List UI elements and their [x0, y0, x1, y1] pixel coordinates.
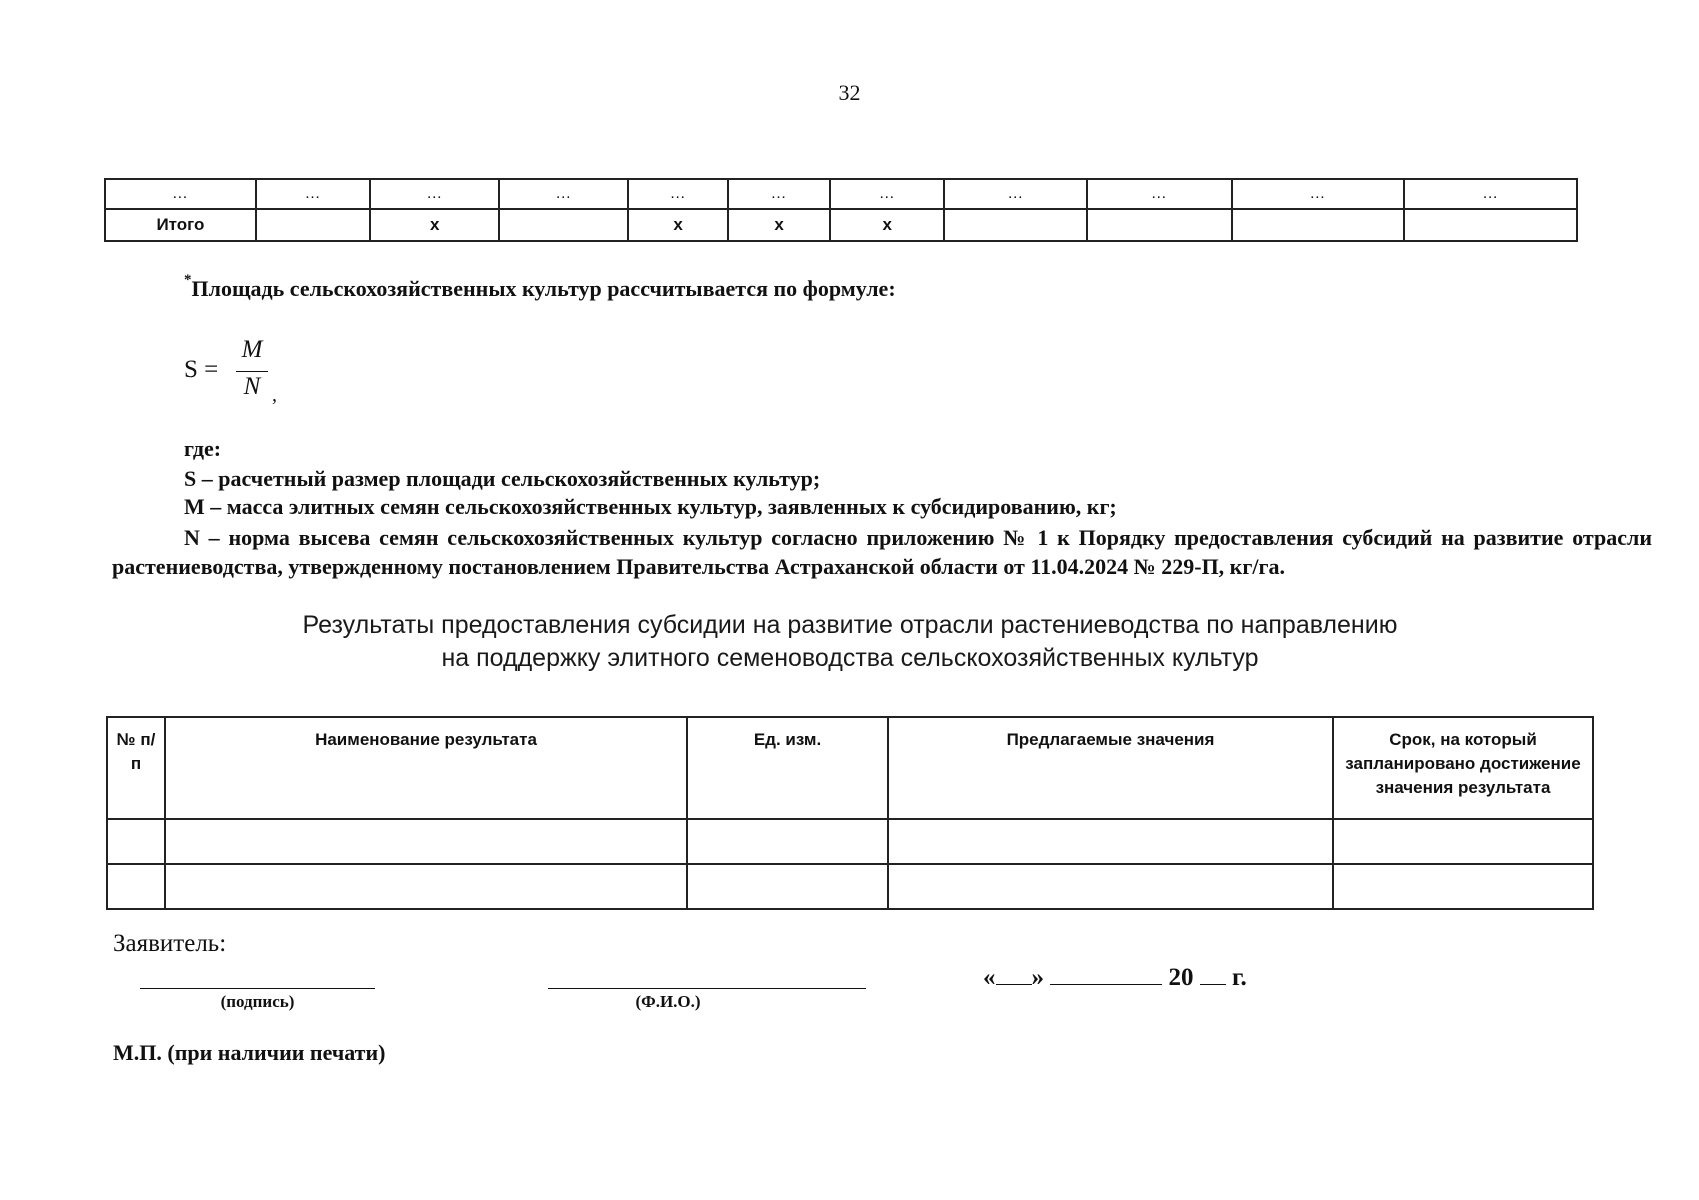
- page-number: 32: [838, 80, 861, 105]
- table-cell: …: [1232, 179, 1405, 209]
- section-title-line-2: на поддержку элитного семеноводства сельскохозяйственных культур: [441, 644, 1259, 672]
- formula-comma: ,: [272, 384, 277, 406]
- table-cell: …: [1087, 179, 1232, 209]
- date-field: [983, 960, 1247, 992]
- definition-s: S – расчетный размер площади сельскохозяйственных культур;: [184, 466, 821, 491]
- signature-line: [140, 988, 375, 989]
- table-cell: …: [370, 179, 499, 209]
- section-title: [200, 609, 1500, 675]
- table-row: [107, 864, 1593, 909]
- table-cell: …: [628, 179, 728, 209]
- table-cell: [1404, 209, 1577, 241]
- table-row: [107, 819, 1593, 864]
- table-cell: [1333, 864, 1593, 909]
- table-cell: [1087, 209, 1232, 241]
- table-cell: [1333, 819, 1593, 864]
- table-cell: x: [830, 209, 944, 241]
- formula-numerator: M: [241, 336, 263, 363]
- total-label: Итого: [105, 209, 256, 241]
- formula-lhs: S =: [184, 356, 219, 383]
- table-cell: …: [944, 179, 1087, 209]
- section-title-line-1: Результаты предоставления субсидии на развитие отрасли растениеводства по направлению: [302, 611, 1398, 639]
- formula-denominator: N: [243, 373, 261, 400]
- table-cell: [888, 864, 1333, 909]
- table-cell: [944, 209, 1087, 241]
- table-cell: [1232, 209, 1405, 241]
- table-cell: [256, 209, 370, 241]
- year-blank: [1200, 960, 1226, 985]
- results-table: [106, 716, 1594, 910]
- column-header-number: № п/п: [107, 717, 165, 819]
- table-cell: [107, 819, 165, 864]
- table-cell: [165, 819, 687, 864]
- definitions-intro: где:: [184, 436, 222, 461]
- date-open-quote: «: [983, 964, 996, 991]
- table-cell: …: [256, 179, 370, 209]
- footnote-text: Площадь сельскохозяйственных культур рассчитывается по формуле:: [191, 276, 896, 301]
- table-cell: [499, 209, 628, 241]
- table-cell: [687, 864, 888, 909]
- year-prefix: 20: [1168, 964, 1194, 991]
- table-cell: …: [499, 179, 628, 209]
- table-cell: [165, 864, 687, 909]
- table-cell: …: [728, 179, 830, 209]
- table-cell: …: [105, 179, 256, 209]
- footnote-marker: *: [184, 272, 192, 288]
- table-row-ellipsis: [105, 179, 1577, 209]
- table-cell: …: [830, 179, 944, 209]
- continuation-table: [104, 178, 1578, 242]
- table-cell: [687, 819, 888, 864]
- month-blank: [1050, 960, 1162, 985]
- table-cell: x: [628, 209, 728, 241]
- column-header-deadline: Срок, на который запланировано достижение значения результата: [1333, 717, 1593, 819]
- table-cell: x: [728, 209, 830, 241]
- definition-m: M – масса элитных семян сельскохозяйственных культур, заявленных к субсидированию, кг;: [184, 494, 1117, 519]
- table-cell: [888, 819, 1333, 864]
- full-name-line: [548, 988, 866, 989]
- day-blank: [996, 960, 1032, 985]
- signature-caption: (подпись): [220, 992, 295, 1011]
- date-close-quote: »: [1031, 964, 1044, 991]
- table-cell: [107, 864, 165, 909]
- column-header-unit: Ед. изм.: [687, 717, 888, 819]
- full-name-caption: (Ф.И.О.): [635, 992, 701, 1011]
- column-header-result-name: Наименование результата: [165, 717, 687, 819]
- footnote: [184, 272, 896, 302]
- table-row-total: [105, 209, 1577, 241]
- table-cell: …: [1404, 179, 1577, 209]
- stamp-note: М.П. (при наличии печати): [113, 1040, 386, 1065]
- results-header-row: [107, 717, 1593, 819]
- applicant-label: Заявитель:: [113, 930, 227, 957]
- table-cell: x: [370, 209, 499, 241]
- fraction-bar: [236, 371, 268, 372]
- year-suffix: г.: [1232, 964, 1247, 991]
- area-formula: [184, 336, 304, 416]
- column-header-proposed-values: Предлагаемые значения: [888, 717, 1333, 819]
- definition-n: N – норма высева семян сельскохозяйственных культур согласно приложению № 1 к Порядку предоставления субсидий на развитие отрасли растениеводства, утвержденному постановлением Правительства Астраханской области от 11.04.2024 № 229-П, кг/га.: [112, 525, 1652, 579]
